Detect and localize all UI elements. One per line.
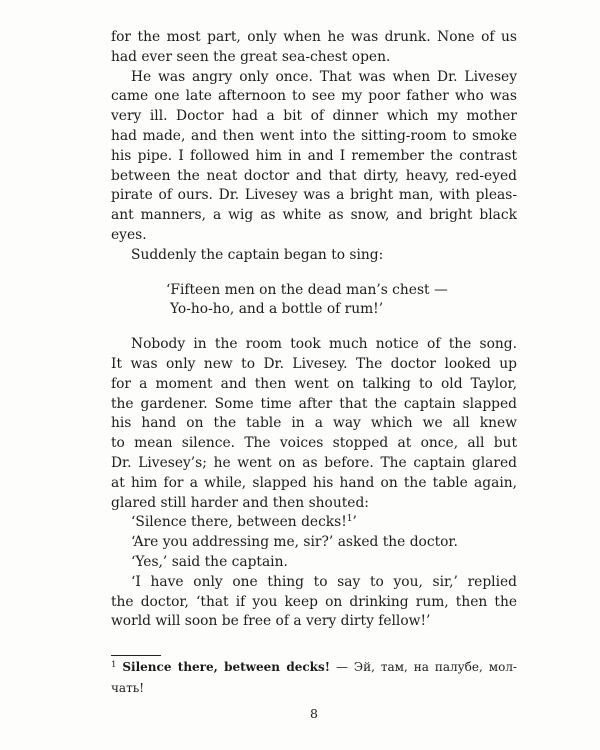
footnote-translation: — Эй, там, на палубе, мол- bbox=[335, 660, 517, 674]
text-line: Nobody in the room took much notice of the song. bbox=[131, 336, 517, 353]
text-segment: ‘Silence there, between decks! bbox=[131, 514, 347, 531]
text-line: Suddenly the captain began to sing: bbox=[131, 246, 384, 263]
text-line: his pipe. I followed him in and I remember the contrast bbox=[111, 147, 517, 164]
text-line: pirate of ours. Dr. Livesey was a bright man, with pleas- bbox=[111, 187, 517, 204]
footnote-line bbox=[111, 657, 517, 678]
footnote-reference: 1 bbox=[346, 514, 353, 525]
footnote-marker: 1 bbox=[111, 660, 117, 670]
text-line: glared still harder and then shouted: bbox=[111, 494, 369, 511]
paragraph bbox=[111, 28, 517, 68]
footnote bbox=[111, 657, 517, 698]
text-line: ant manners, a wig as white as snow, and bright black bbox=[111, 207, 517, 224]
text-line: the doctor, ‘that if you keep on drinking rum, then the bbox=[111, 593, 517, 610]
text-line: between the neat doctor and that dirty, heavy, red-eyed bbox=[111, 167, 517, 184]
text-line: eyes. bbox=[111, 226, 147, 243]
text-line: to mean silence. The voices stopped at once, all but bbox=[111, 435, 517, 452]
footnote-line: чать! bbox=[111, 680, 145, 695]
text-line: very ill. Doctor had a bit of dinner which my mother bbox=[111, 108, 517, 125]
text-line: ‘Are you addressing me, sir?’ asked the doctor. bbox=[131, 534, 458, 551]
paragraph bbox=[111, 335, 517, 513]
text-line: Dr. Livesey’s; he went on as before. The captain glared bbox=[111, 454, 517, 471]
body-text bbox=[111, 28, 517, 632]
text-line: ‘I have only one thing to say to you, sir,’ replied bbox=[131, 573, 517, 590]
text-line: ‘Yes,’ said the captain. bbox=[131, 553, 288, 570]
text-line: for a moment and then went on talking to old Taylor, bbox=[111, 375, 517, 392]
text-line: for the most part, only when he was drunk. None of us bbox=[111, 29, 517, 45]
text-line: came one late afternoon to see my poor father who was bbox=[111, 88, 517, 105]
song-verse bbox=[111, 281, 517, 321]
paragraph bbox=[111, 246, 517, 266]
text-segment: ’ bbox=[352, 514, 357, 531]
page-number: 8 bbox=[310, 706, 318, 721]
text-line bbox=[111, 513, 517, 533]
paragraph bbox=[111, 533, 517, 553]
footnote-term: Silence there, between decks! bbox=[122, 660, 330, 674]
text-line: had ever seen the great sea-chest open. bbox=[111, 48, 391, 65]
paragraph bbox=[111, 553, 517, 573]
paragraph bbox=[111, 68, 517, 246]
text-line: He was angry only once. That was when Dr. Livesey bbox=[131, 68, 517, 85]
text-line: It was only new to Dr. Livesey. The doctor looked up bbox=[111, 355, 517, 372]
footnote-rule bbox=[111, 655, 161, 656]
verse-line: Yo-ho-ho, and a bottle of rum!’ bbox=[170, 301, 384, 318]
verse-line: ‘Fifteen men on the dead man’s chest — bbox=[166, 281, 448, 298]
text-line: his hand on the table in a way which we all knew bbox=[111, 415, 517, 432]
text-line: at him for a while, slapped his hand on the table again, bbox=[111, 474, 517, 491]
text-line: world will soon be free of a very dirty fellow!’ bbox=[111, 613, 431, 630]
text-line: the gardener. Some time after that the captain slapped bbox=[111, 395, 517, 412]
paragraph bbox=[111, 513, 517, 533]
text-line: had made, and then went into the sitting-room to smoke bbox=[111, 127, 517, 144]
paragraph bbox=[111, 573, 517, 632]
